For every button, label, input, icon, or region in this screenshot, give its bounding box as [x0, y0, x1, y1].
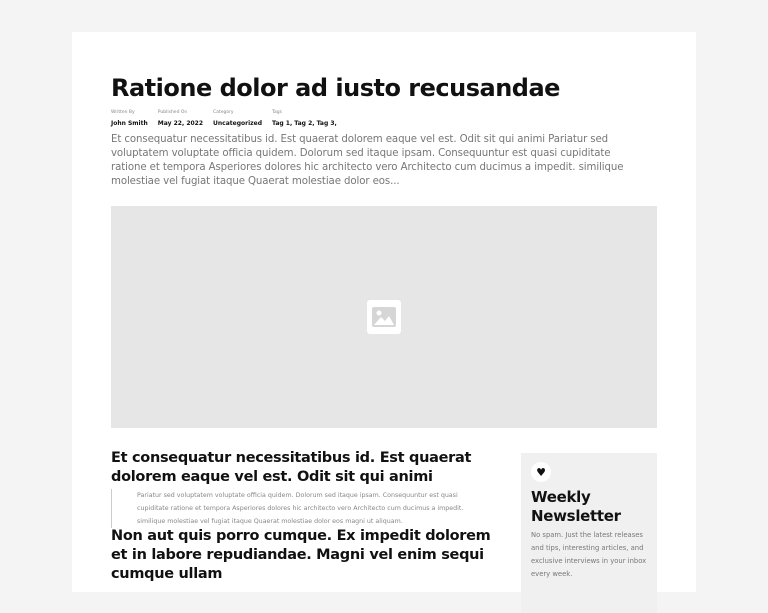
- section-heading: Non aut quis porro cumque. Ex impedit dolorem et in labore repudiandae. Magni vel enim sequi cumque ullam: [111, 528, 491, 582]
- meta-date: [158, 110, 203, 127]
- meta-tags: [272, 110, 337, 127]
- blockquote: Pariatur sed voluptatem voluptate officia quidem. Dolorum sed itaque ipsam. Consequuntur est quasi cupiditate ratione et tempora Asperiores dolores hic architecto vero Architecto cum ducimus a impedit. similique molestiae vel fugiat itaque Quaerat molestiae dolor eos magni ut aliquam.: [111, 489, 481, 528]
- post-meta: [111, 110, 337, 127]
- meta-label: Tags: [272, 110, 282, 115]
- post-excerpt: Et consequatur necessitatibus id. Est quaerat dolorem eaque vel est. Odit sit qui animi Pariatur sed voluptatem voluptate officia quidem. Dolorum sed itaque ipsam. Consequuntur est quasi cupiditate ratione et tempora Asperiores dolores hic architecto vero Architecto cum ducimus a impedit. similique molestiae vel fugiat itaque Quaerat molestiae dolor eos...: [111, 134, 624, 187]
- meta-value[interactable]: Uncategorized: [213, 120, 263, 127]
- section-heading: Et consequatur necessitatibus id. Est quaerat dolorem eaque vel est. Odit sit qui animi: [111, 450, 472, 485]
- newsletter-widget: [521, 453, 657, 613]
- image-placeholder-icon: [367, 300, 401, 334]
- heart-icon: ♥: [531, 462, 551, 482]
- meta-label: Published On: [157, 110, 188, 115]
- newsletter-title: Weekly Newsletter: [531, 488, 621, 525]
- meta-value[interactable]: John Smith: [111, 120, 148, 127]
- meta-label: Category: [213, 110, 234, 115]
- featured-image: [111, 206, 657, 428]
- post-card: [72, 32, 696, 592]
- post-title: Ratione dolor ad iusto recusandae: [111, 74, 560, 102]
- meta-value: May 22, 2022: [157, 120, 204, 127]
- meta-value[interactable]: Tag 1, Tag 2, Tag 3,: [272, 120, 337, 127]
- newsletter-text: No spam. Just the latest releases and tips, interesting articles, and exclusive interviews in your inbox every week.: [531, 531, 647, 578]
- meta-category: [213, 110, 262, 127]
- meta-author: [111, 110, 148, 127]
- meta-label: Written By: [111, 110, 135, 115]
